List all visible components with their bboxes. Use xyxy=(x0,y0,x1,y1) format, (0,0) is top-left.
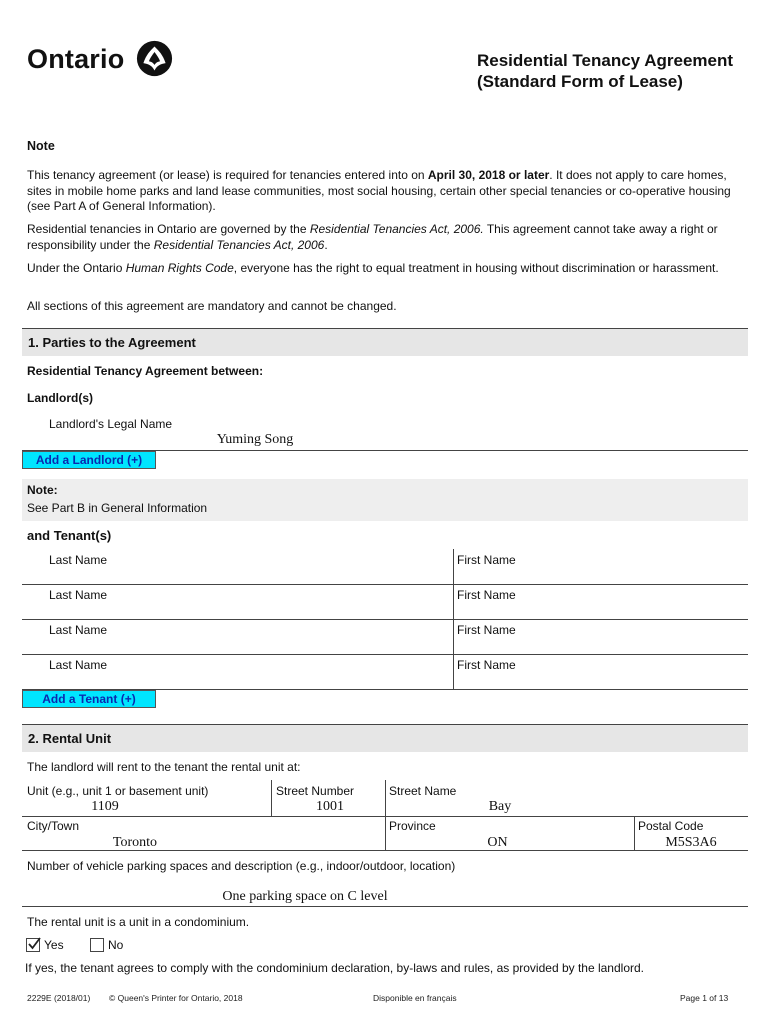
landlords-label: Landlord(s) xyxy=(27,391,93,405)
city-label: City/Town xyxy=(27,819,80,833)
french-availability: Disponible en français xyxy=(373,993,457,1003)
tenant-first-name-label: First Name xyxy=(457,588,516,602)
act-title: Residential Tenancies Act, 2006 xyxy=(153,237,325,252)
document-title xyxy=(477,50,733,92)
street-name-label: Street Name xyxy=(389,784,457,798)
copyright: © Queen's Printer for Ontario, 2018 xyxy=(109,993,243,1003)
tenant-row-line xyxy=(22,584,748,585)
add-tenant-button[interactable]: Add a Tenant (+) xyxy=(22,690,156,708)
tenant-last-name-label: Last Name xyxy=(49,623,108,637)
text: , everyone has the right to equal treatment in housing without discrimination or harassment. xyxy=(233,261,719,275)
section-1-title: 1. Parties to the Agreement xyxy=(28,335,196,350)
cell-divider xyxy=(271,780,272,816)
tenant-first-name-label: First Name xyxy=(457,553,516,567)
city-field[interactable]: Toronto xyxy=(112,835,158,850)
page-number: Page 1 of 13 xyxy=(680,993,729,1003)
tenant-last-name-label: Last Name xyxy=(49,658,108,672)
section-1-header xyxy=(22,328,748,356)
tenants-label: and Tenant(s) xyxy=(27,528,112,543)
parking-field[interactable]: One parking space on C level xyxy=(222,889,388,904)
tenant-last-name-label: Last Name xyxy=(49,553,108,567)
trillium-logo-icon xyxy=(136,40,173,77)
tenant-first-name-label: First Name xyxy=(457,658,516,672)
rental-unit-intro: The landlord will rent to the tenant the rental unit at: xyxy=(27,760,301,774)
code-title: Human Rights Code xyxy=(125,261,234,275)
divider xyxy=(22,906,748,907)
street-number-label: Street Number xyxy=(276,784,355,798)
title-line-2: (Standard Form of Lease) xyxy=(477,72,683,91)
condo-question: The rental unit is a unit in a condominium. xyxy=(27,915,250,929)
text: . It does not apply to care homes, sites in mobile home parks and land lease communities, most social housing, certain other special tenancies or co-operative housing (see Part A of General Information). xyxy=(27,168,731,213)
tenant-row-line xyxy=(22,654,748,655)
tenant-row-line xyxy=(22,619,748,620)
text: Under the Ontario xyxy=(27,261,126,275)
condo-compliance-note: If yes, the tenant agrees to comply with the condominium declaration, by-laws and rules, as provided by the landlord. xyxy=(25,961,645,975)
text: This tenancy agreement (or lease) is required for tenancies entered into on xyxy=(27,168,428,182)
postal-code-field[interactable]: M5S3A6 xyxy=(665,835,717,850)
note-paragraph-1 xyxy=(27,168,747,215)
divider xyxy=(22,850,748,851)
ontario-logo-text: Ontario xyxy=(27,44,125,74)
text: . xyxy=(324,237,328,252)
note-heading: Note xyxy=(27,139,55,153)
condo-no-checkbox[interactable] xyxy=(90,938,104,952)
text: Residential tenancies in Ontario are governed by the xyxy=(27,222,310,236)
checkmark-icon xyxy=(27,937,41,951)
section-2-title: 2. Rental Unit xyxy=(28,731,112,746)
street-number-field[interactable]: 1001 xyxy=(316,799,344,814)
note-text: See Part B in General Information xyxy=(27,501,208,515)
unit-field[interactable]: 1109 xyxy=(91,799,119,814)
title-line-1: Residential Tenancy Agreement xyxy=(477,51,734,70)
condo-yes-checkbox[interactable] xyxy=(26,938,40,952)
street-name-field[interactable]: Bay xyxy=(488,799,512,814)
landlord-name-field[interactable]: Yuming Song xyxy=(216,432,294,447)
province-label: Province xyxy=(389,819,436,833)
unit-label: Unit (e.g., unit 1 or basement unit) xyxy=(27,784,209,798)
postal-code-label: Postal Code xyxy=(638,819,704,833)
act-title: Residential Tenancies Act, 2006. xyxy=(309,222,484,236)
bold-date: April 30, 2018 or later xyxy=(427,168,550,182)
cell-divider xyxy=(385,780,386,850)
add-landlord-button[interactable]: Add a Landlord (+) xyxy=(22,451,156,469)
part-b-note-box xyxy=(22,479,748,521)
note-paragraph-2 xyxy=(27,222,747,253)
section-2-header xyxy=(22,724,748,752)
tenant-first-name-label: First Name xyxy=(457,623,516,637)
agreement-between-label: Residential Tenancy Agreement between: xyxy=(27,364,264,378)
tenant-last-name-label: Last Name xyxy=(49,588,108,602)
condo-yes-label: Yes xyxy=(44,938,64,952)
note-label: Note: xyxy=(27,483,58,497)
note-paragraph-3 xyxy=(27,261,747,277)
parking-label: Number of vehicle parking spaces and description (e.g., indoor/outdoor, location) xyxy=(27,859,456,873)
landlord-name-label: Landlord's Legal Name xyxy=(49,417,173,431)
cell-divider xyxy=(634,816,635,850)
text: This agreement cannot take away a right or responsibility under the xyxy=(27,222,718,252)
province-field[interactable]: ON xyxy=(487,835,508,850)
condo-no-label: No xyxy=(108,938,124,952)
note-paragraph-4: All sections of this agreement are mandatory and cannot be changed. xyxy=(27,299,397,313)
divider xyxy=(22,816,748,817)
form-code: 2229E (2018/01) xyxy=(27,993,91,1003)
